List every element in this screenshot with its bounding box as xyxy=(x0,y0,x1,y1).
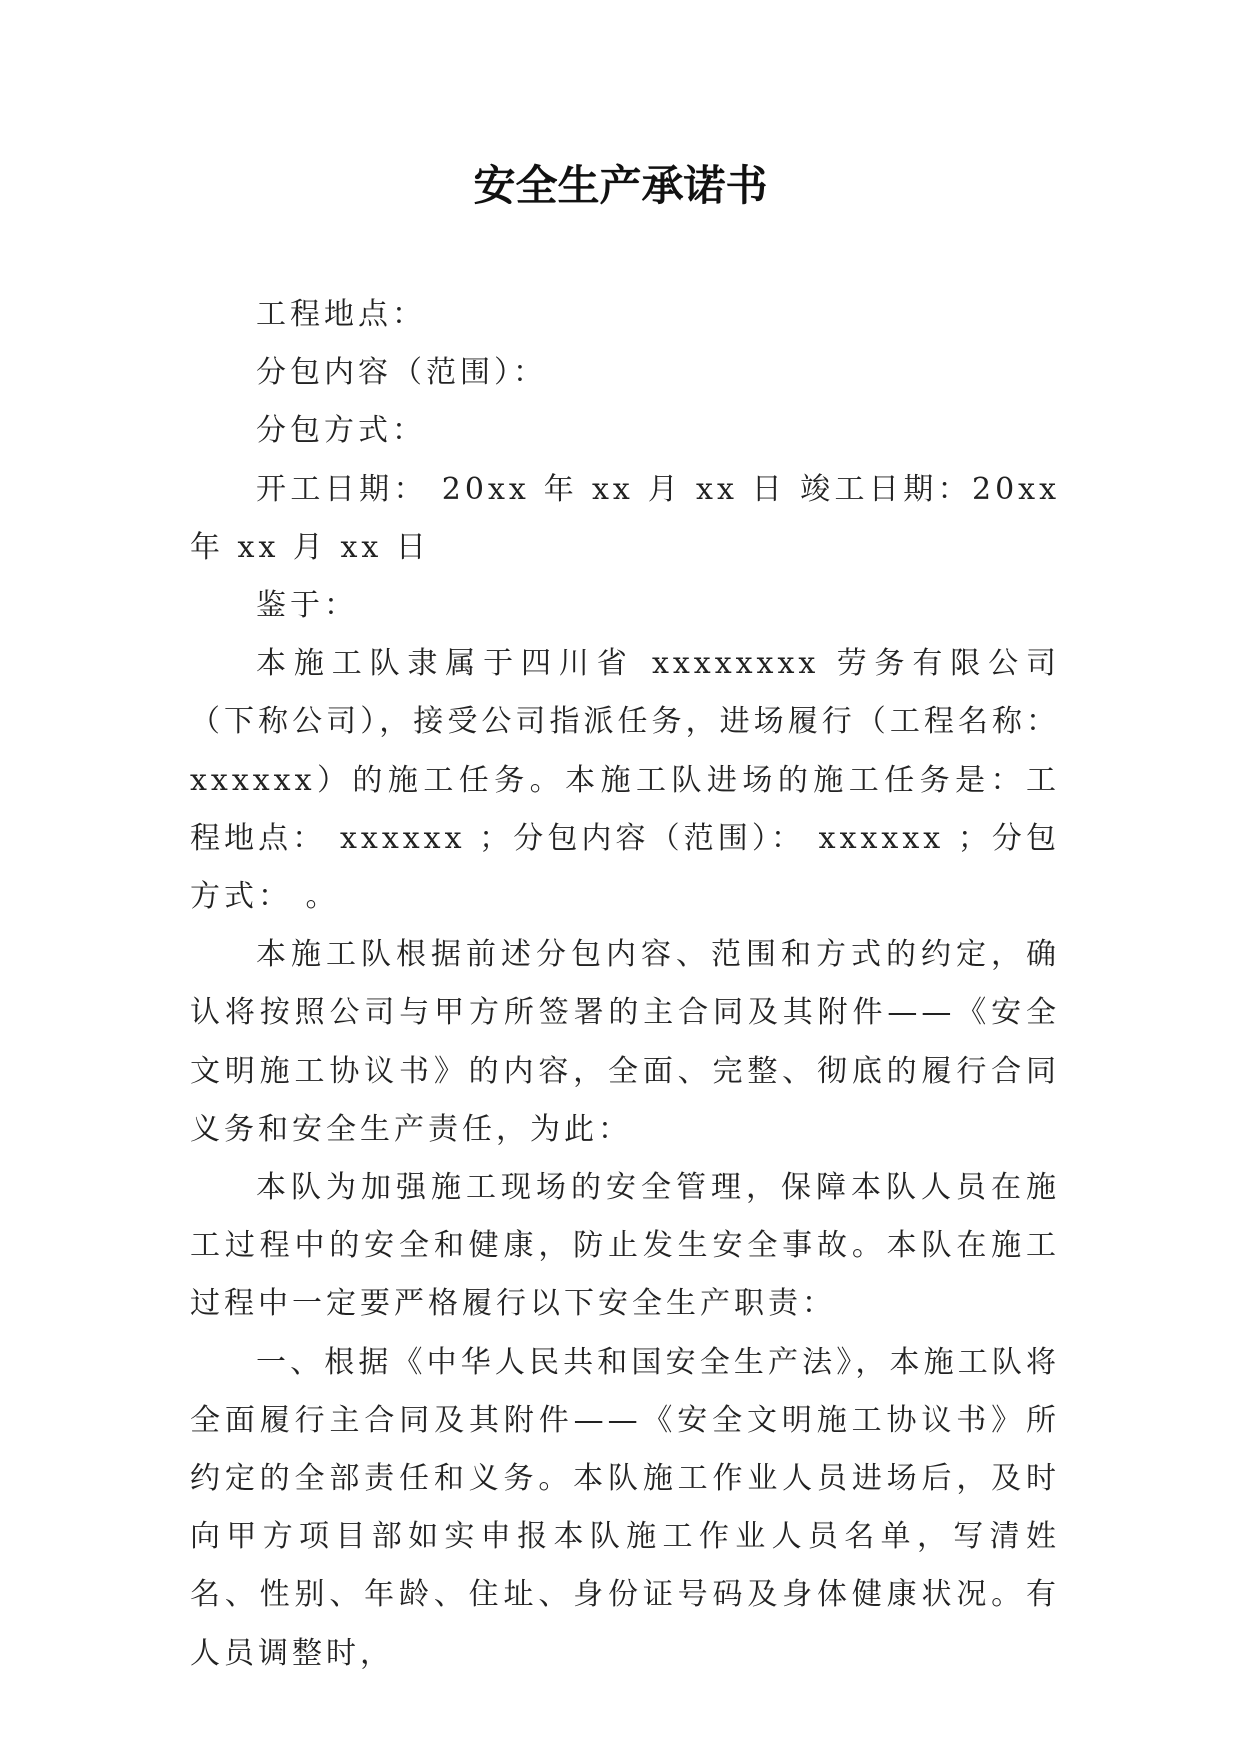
field-subcontract-method: 分包方式： xyxy=(256,413,426,449)
document-title: 安全生产承诺书 xyxy=(473,161,768,210)
field-project-location: 工程地点： xyxy=(256,297,426,332)
paragraph-contract-confirmation: 本施工队根据前述分包内容、范围和方式的约定，确认将按照公司与甲方所签署的主合同及其附件——《安全文明施工协议书》的内容，全面、完整、彻底的履行合同义务和安全生产责任，为此： xyxy=(190,937,1060,1147)
paragraph-team-affiliation: 本施工队隶属于四川省 xxxxxxxx 劳务有限公司（下称公司），接受公司指派任务，进场履行（工程名称：xxxxxx）的施工任务。本施工队进场的施工任务是：工程地点： xxxxxx ；分包内容（范围）： xxxxxx ；分包方式： 。 xyxy=(190,646,1060,915)
paragraph-safety-commitment: 本队为加强施工现场的安全管理，保障本队人员在施工过程中的安全和健康，防止发生安全事故。本队在施工过程中一定要严格履行以下安全生产职责： xyxy=(190,1170,1060,1322)
field-subcontract-scope: 分包内容（范围）： xyxy=(256,355,547,391)
field-dates: 开工日期： 20xx 年 xx 月 xx 日 竣工日期：20xx 年 xx 月 xx 日 xyxy=(190,471,1060,565)
whereas-heading: 鉴于： xyxy=(256,588,358,624)
document-body xyxy=(190,286,1060,1683)
paragraph-clause-one: 一、根据《中华人民共和国安全生产法》，本施工队将全面履行主合同及其附件——《安全文明施工协议书》所约定的全部责任和义务。本队施工作业人员进场后，及时向甲方项目部如实申报本队施工作业人员名单，写清姓名、性别、年龄、住址、身份证号码及身体健康状况。有人员调整时， xyxy=(190,1344,1060,1671)
